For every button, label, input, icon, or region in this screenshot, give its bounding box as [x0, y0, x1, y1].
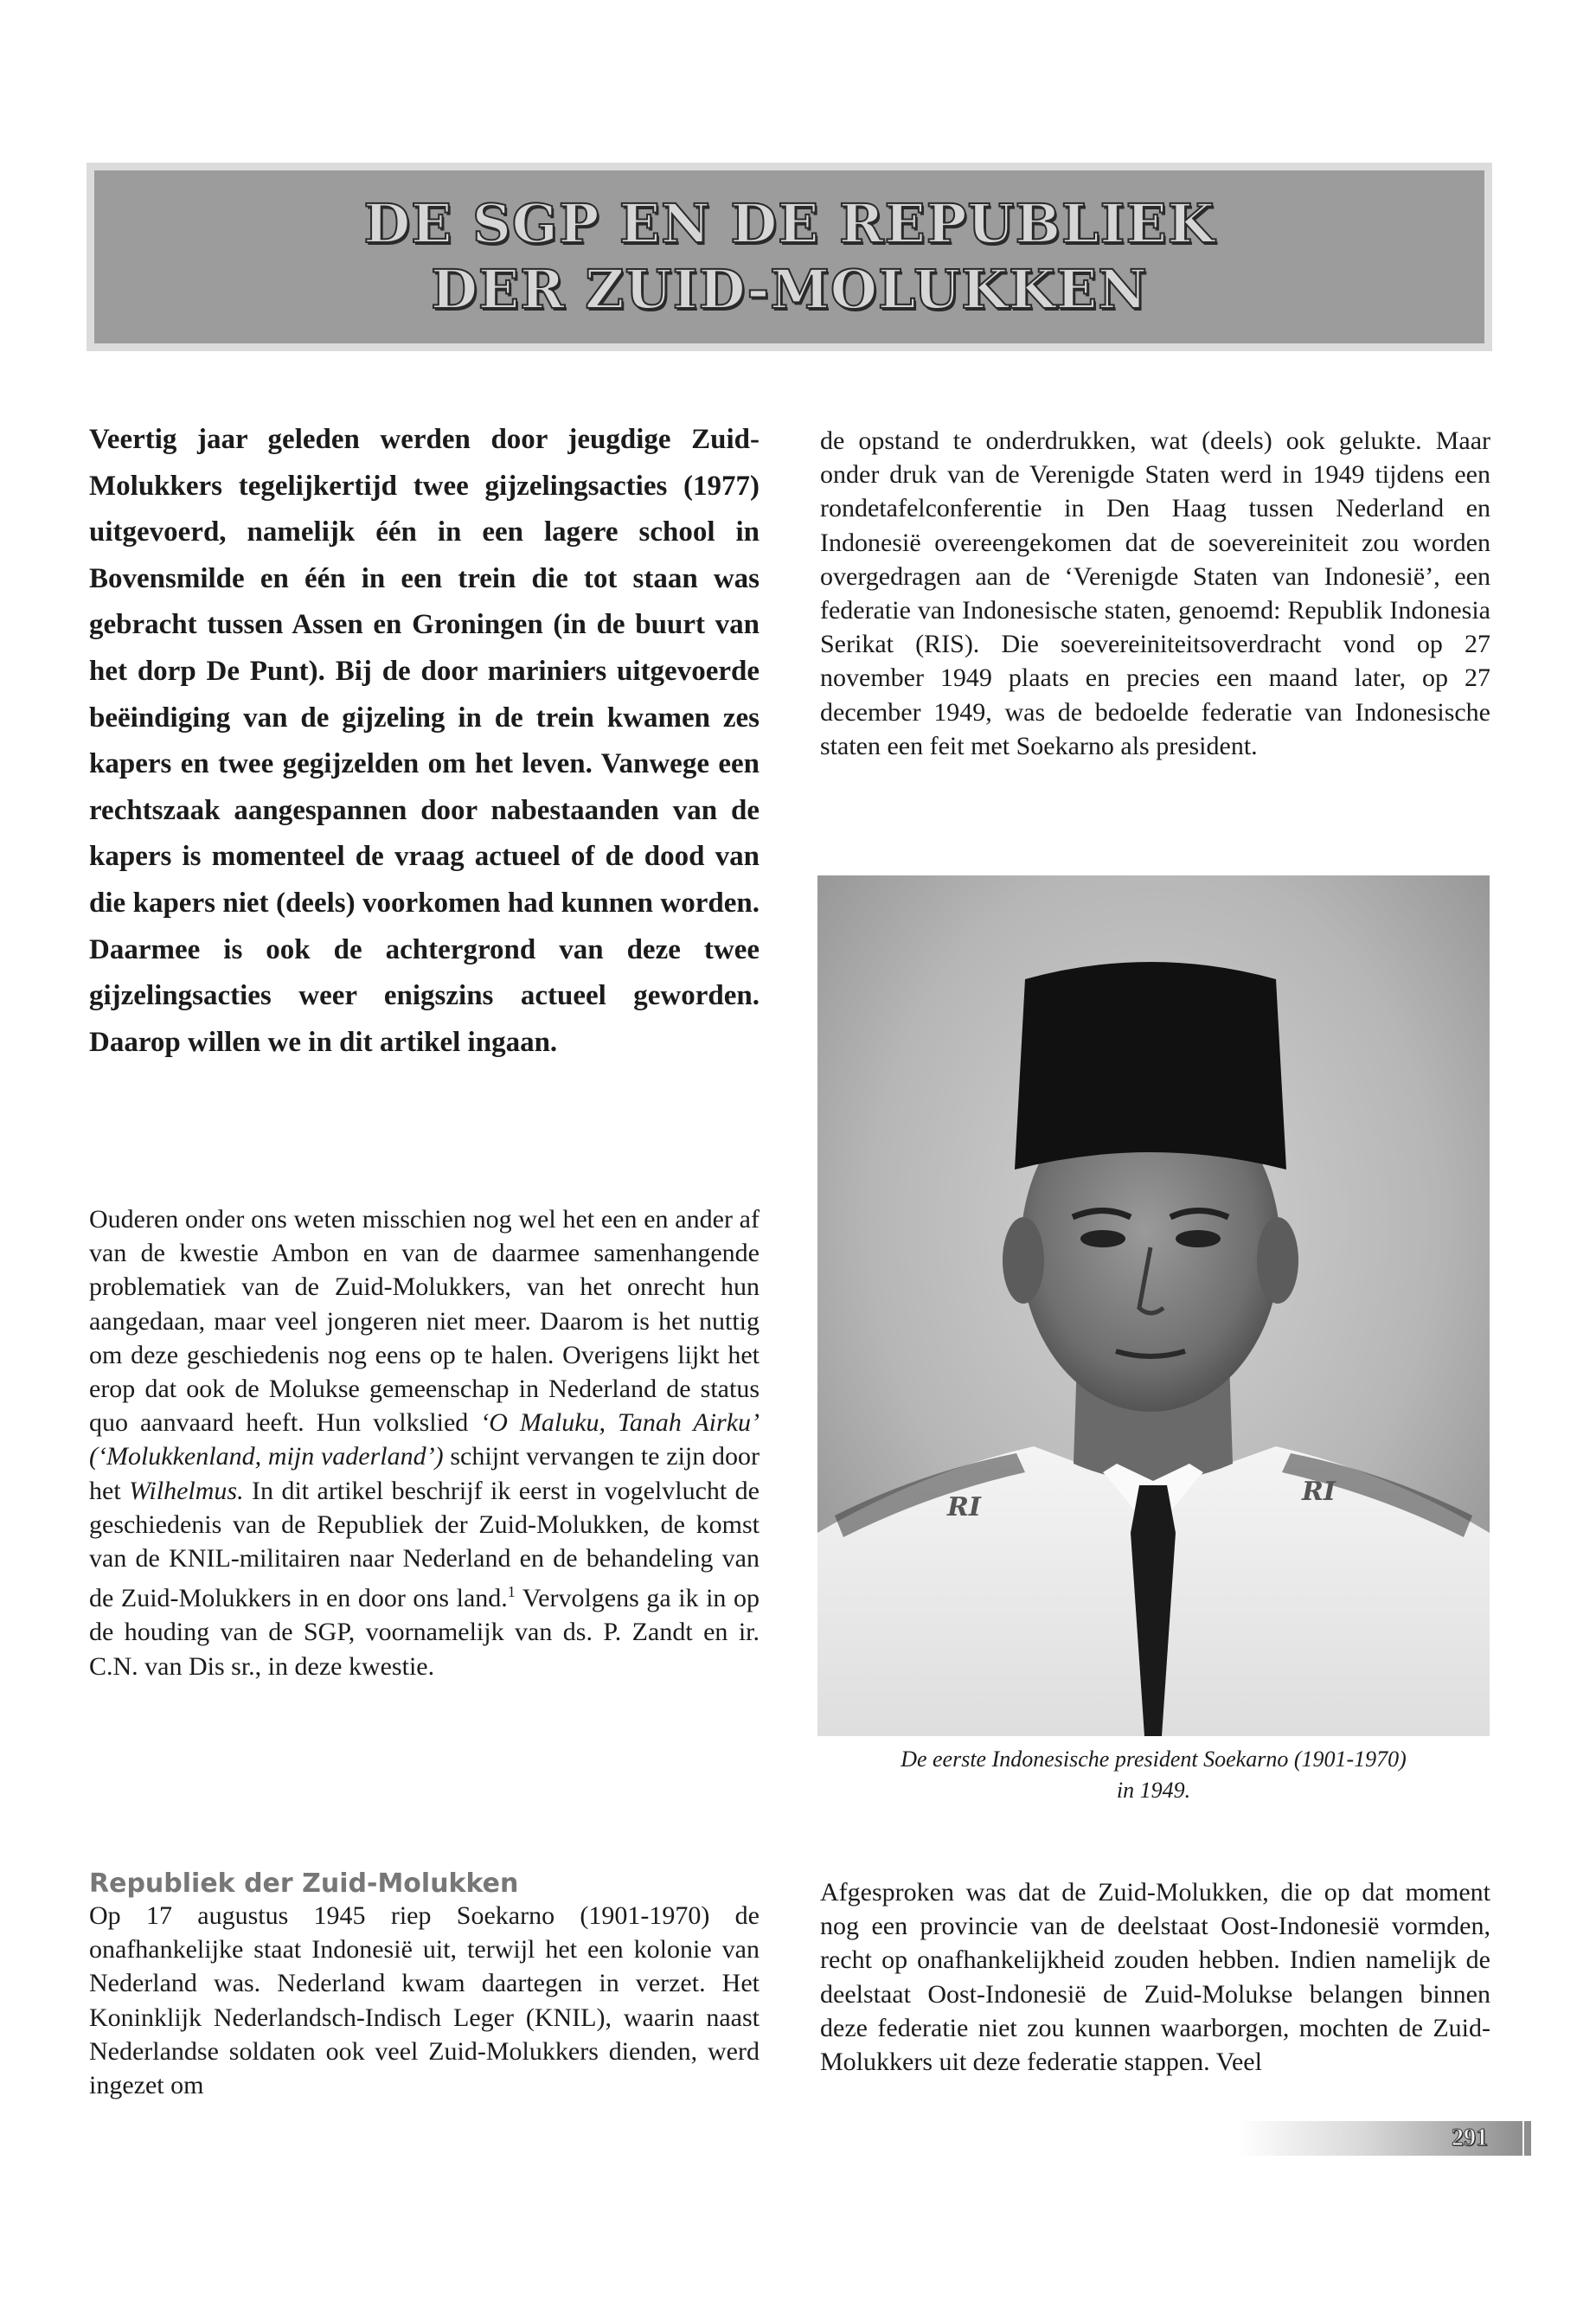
left-text-2: schijnt vervangen te zijn door het	[89, 1442, 760, 1505]
intro-paragraph: Veertig jaar geleden werden door jeugdige Zuid-Molukkers tegelijkertijd twee gijzelingsacties (1977) uitgevoerd, namelijk één in een lagere school in Bovensmilde en één in een trein die tot staan was gebracht tussen Assen en Groningen (in de buurt van het dorp De Punt). Bij de door mariniers uitgevoerde beëindiging van de gijzeling in de trein kwamen zes kapers en twee gegijzelden om het leven. Vanwege een rechtszaak aangespannen door nabestaanden van de kapers is momenteel de vraag actueel of de dood van die kapers niet (deels) voorkomen had kunnen worden. Daarmee is ook de achtergrond van deze twee gijzelingsacties weer enigszins actueel geworden. Daarop willen we in dit artikel ingaan.	[89, 424, 760, 1058]
section-heading: Republiek der Zuid-Molukken	[89, 1868, 519, 1899]
right-ear	[1257, 1217, 1298, 1304]
left-text-1: Ouderen onder ons weten misschien nog wel het een en ander af van de kwestie Ambon en van de daarmee samenhangende problematiek van de Zuid-Molukkers, van het onrecht hun aangedaan, maar veel jongeren niet meer. Daarom is het nuttig om deze geschiedenis nog eens op te halen. Overigens lijkt het erop dat ook de Molukse gemeenschap in Nederland de status quo aanvaard heeft. Hun volkslied	[89, 1205, 760, 1438]
left-body-paragraph	[89, 1202, 760, 1683]
wilhelmus-title: Wilhelmus.	[129, 1476, 244, 1505]
caption-line-2: in 1949.	[1116, 1778, 1191, 1803]
right-top-paragraph: de opstand te onderdrukken, wat (deels) ook gelukte. Maar onder druk van de Verenigde Staten werd in 1949 tijdens een rondetafelconferentie in Den Haag tussen Nederland en Indonesië overeengekomen dat de soevereiniteit zou worden overgedragen aan de ‘Verenigde Staten van Indonesië’, een federatie van Indonesische staten, genoemd: Republik Indonesia Serikat (RIS). Die soevereiniteitsoverdracht vond op 27 november 1949 plaats en precies een maand later, op 27 december 1949, was de bedoelde federatie van Indonesische staten een feit met Soekarno als president.	[820, 426, 1490, 760]
anthem-title: ‘O Maluku, Tanah Airku’ (‘Molukkenland, mijn vaderland’)	[89, 1408, 760, 1471]
black-peci-cap	[1015, 962, 1286, 1170]
insignia-left: RI	[947, 1492, 981, 1522]
soekarno-portrait-photo	[817, 875, 1490, 1736]
title-line-2: DER ZUID-MOLUKKEN	[431, 258, 1148, 321]
left-text-3: In dit artikel beschrijf ik eerst in vogelvlucht de geschiedenis van de Republiek der Zuid-Molukken, de komst van de KNIL-militairen naar Nederland en de behandeling van de Zuid-Molukkers in en door ons land.	[89, 1476, 760, 1613]
title-line-1: DE SGP EN DE REPUBLIEK	[363, 192, 1215, 255]
page-number-tick	[1524, 2121, 1531, 2156]
insignia-right: RI	[1302, 1477, 1336, 1507]
footnote-marker[interactable]: 1	[507, 1583, 516, 1601]
right-bottom-paragraph: Afgesproken was dat de Zuid-Molukken, die op dat moment nog een provincie van de deelstaat Oost-Indonesië vormden, recht op onafhankelijkheid zouden hebben. Indien namelijk de deelstaat Oost-Indonesië de Zuid-Molukse belangen binnen deze federatie niet zou kunnen waarborgen, mochten de Zuid-Molukkers uit deze federatie stappen. Veel	[820, 1878, 1490, 2077]
right-eye	[1176, 1230, 1221, 1247]
left-eye	[1080, 1230, 1125, 1247]
page-number: 291	[1452, 2125, 1488, 2151]
photo-caption	[817, 1744, 1490, 1806]
title-banner	[87, 163, 1492, 351]
caption-line-1: De eerste Indonesische president Soekarno (1901-1970)	[901, 1747, 1407, 1772]
portrait-illustration	[817, 875, 1490, 1736]
title-box	[94, 170, 1484, 343]
left-text-4: Vervolgens ga ik in op de houding van de SGP, voornamelijk van ds. P. Zandt en ir. C.N. van Dis sr., in deze kwestie.	[89, 1584, 760, 1681]
section-paragraph: Op 17 augustus 1945 riep Soekarno (1901-1970) de onafhankelijke staat Indonesië uit, terwijl het een kolonie van Nederland was. Nederland kwam daartegen in verzet. Het Koninklijk Nederlandsch-Indisch Leger (KNIL), waarin naast Nederlandse soldaten ook veel Zuid-Molukkers dienden, werd ingezet om	[89, 1901, 760, 2100]
left-ear	[1003, 1217, 1044, 1304]
